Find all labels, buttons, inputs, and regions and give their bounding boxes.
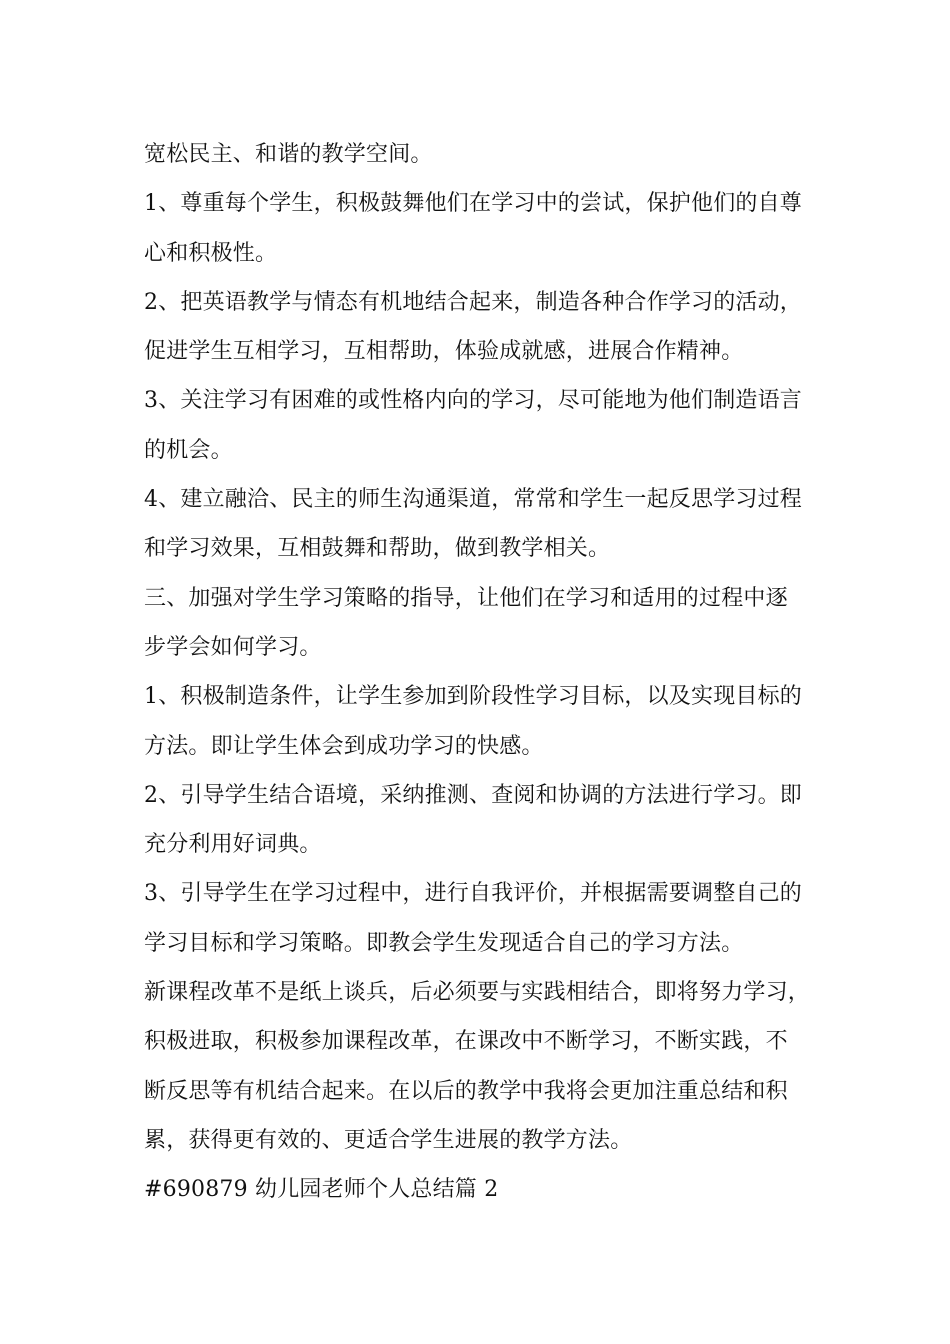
text-line: 2、把英语教学与情态有机地结合起来，制造各种合作学习的活动，	[144, 289, 802, 315]
text-line: 和学习效果，互相鼓舞和帮助，做到教学相关。	[144, 536, 611, 562]
text-line: 学习目标和学习策略。即教会学生发现适合自己的学习方法。	[144, 930, 744, 956]
section-heading: 三、加强对学生学习策略的指导，让他们在学习和适用的过程中逐	[144, 585, 788, 611]
text-line: 宽松民主、和谐的教学空间。	[144, 142, 433, 167]
document-body	[144, 130, 814, 1215]
text-line: 断反思等有机结合起来。在以后的教学中我将会更加注重总结和积	[144, 1078, 788, 1104]
text-line: 促进学生互相学习，互相帮助，体验成就感，进展合作精神。	[144, 339, 744, 365]
text-line: 新课程改革不是纸上谈兵，后必须要与实践相结合，即将努力学习，	[144, 980, 811, 1006]
text-line: 的机会。	[144, 437, 233, 463]
text-line: 3、关注学习有困难的或性格内向的学习，尽可能地为他们制造语言	[144, 388, 802, 414]
text-line: 4、建立融洽、民主的师生沟通渠道，常常和学生一起反思学习过程	[144, 487, 802, 513]
text-line: 累，获得更有效的、更适合学生进展的教学方法。	[144, 1127, 633, 1153]
text-line: 1、尊重每个学生，积极鼓舞他们在学习中的尝试，保护他们的自尊	[144, 191, 802, 217]
document-title-line: #690879 幼儿园老师个人总结篇 2	[144, 1177, 499, 1203]
text-line: 充分利用好词典。	[144, 832, 322, 858]
text-line: 方法。即让学生体会到成功学习的快感。	[144, 733, 544, 759]
text-line: 2、引导学生结合语境，采纳推测、查阅和协调的方法进行学习。即	[144, 782, 802, 808]
text-line: 步学会如何学习。	[144, 634, 322, 660]
text-line: 3、引导学生在学习过程中，进行自我评价，并根据需要调整自己的	[144, 881, 802, 907]
text-line: 1、积极制造条件，让学生参加到阶段性学习目标，以及实现目标的	[144, 684, 802, 710]
text-line: 心和积极性。	[144, 240, 278, 266]
text-line: 积极进取，积极参加课程改革，在课改中不断学习，不断实践，不	[144, 1029, 788, 1055]
